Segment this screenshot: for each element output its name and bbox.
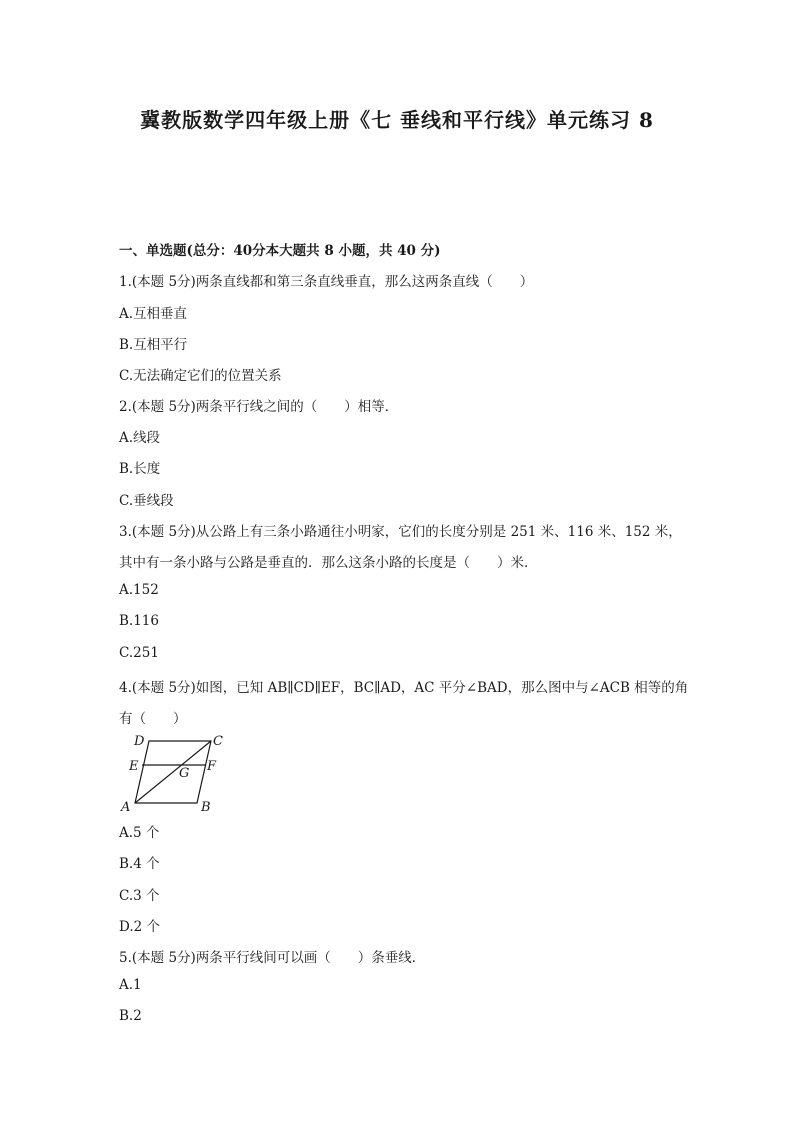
question-2-option-a: A.线段 <box>119 430 161 446</box>
question-1-option-c: C.无法确定它们的位置关系 <box>119 368 282 384</box>
question-2-option-c: C.垂线段 <box>119 493 174 509</box>
question-1-option-b: B.互相平行 <box>119 337 188 353</box>
label-a: A <box>121 800 131 813</box>
label-b: B <box>201 800 211 813</box>
question-3-stem-line-2: 其中有一条小路与公路是垂直的．那么这条小路的长度是（ ）米． <box>119 555 538 571</box>
question-4-option-b: B.4 个 <box>119 856 160 872</box>
question-4-option-c: C.3 个 <box>119 888 160 904</box>
question-3-stem-line-1: 3.(本题 5分)从公路上有三条小路通往小明家，它们的长度分别是 251 米、116 米、152 米， <box>119 524 682 540</box>
section-heading: 一、单选题(总分：40分本大题共 8 小题，共 40 分) <box>119 243 441 259</box>
question-4-option-d: D.2 个 <box>119 919 161 935</box>
question-3-option-a: A.152 <box>119 582 159 598</box>
question-4-stem-line-2: 有（ ） <box>119 711 187 727</box>
label-d: D <box>134 734 145 749</box>
label-f: F <box>207 759 217 774</box>
question-4-option-a: A.5 个 <box>119 825 160 841</box>
question-5-stem: 5.(本题 5分)两条平行线间可以画（ ）条垂线． <box>119 950 426 966</box>
question-4-stem-line-1: 4.(本题 5分)如图，已知 AB∥CD∥EF，BC∥AD，AC 平分∠BAD，那么图中与∠ACB 相等的角 <box>119 680 689 696</box>
question-2-option-b: B.长度 <box>119 461 161 477</box>
question-3-option-b: B.116 <box>119 613 159 629</box>
question-3-option-c: C.251 <box>119 645 159 661</box>
question-5-option-b: B.2 <box>119 1008 142 1024</box>
question-1-stem: 1.(本题 5分)两条直线都和第三条直线垂直，那么这两条直线（ ） <box>119 274 534 290</box>
question-5-option-a: A.1 <box>119 977 142 993</box>
question-1-option-a: A.互相垂直 <box>119 306 188 322</box>
document-title: 冀教版数学四年级上册《七 垂线和平行线》单元练习 8 <box>140 108 654 132</box>
label-e: E <box>129 759 139 774</box>
question-2-stem: 2.(本题 5分)两条平行线之间的（ ）相等． <box>119 399 399 415</box>
label-c: C <box>213 734 223 749</box>
label-g: G <box>179 766 190 781</box>
geometry-figure <box>119 731 229 813</box>
